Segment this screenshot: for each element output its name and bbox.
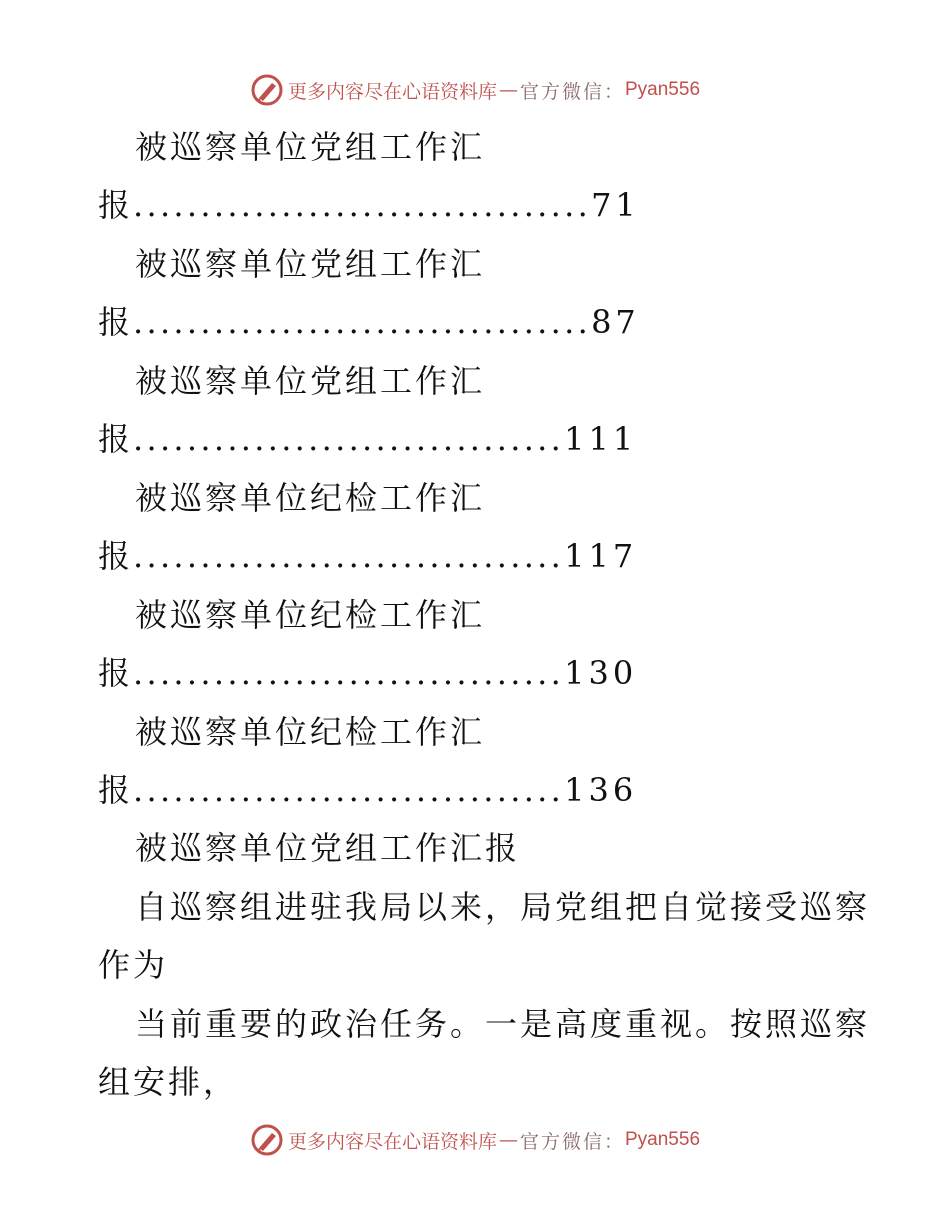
watermark-id: Pyan556 bbox=[625, 79, 701, 100]
body-paragraph-line: 组安排， bbox=[98, 1063, 239, 1101]
watermark-footer bbox=[0, 1120, 950, 1160]
toc-leader: ................................ bbox=[133, 420, 565, 458]
toc-entry-line bbox=[98, 770, 637, 810]
toc-entry-cont: 报 bbox=[98, 420, 134, 458]
toc-entry-title: 被巡察单位纪检工作汇 bbox=[135, 596, 486, 634]
watermark-sub-text: 官方微信： bbox=[519, 80, 625, 103]
toc-entry-title: 被巡察单位纪检工作汇 bbox=[135, 713, 486, 751]
watermark-main-text: 更多内容尽在心语资料库 bbox=[287, 80, 497, 103]
watermark-dash: — bbox=[498, 79, 518, 101]
toc-page-number: 136 bbox=[564, 771, 638, 809]
pen-logo-icon bbox=[250, 1123, 284, 1157]
section-heading: 被巡察单位党组工作汇报 bbox=[135, 829, 521, 867]
toc-leader: ................................ bbox=[133, 771, 565, 809]
toc-entry-line bbox=[98, 185, 640, 225]
watermark-dash: — bbox=[498, 1129, 518, 1151]
toc-entry-cont: 报 bbox=[98, 654, 134, 692]
watermark-main-text: 更多内容尽在心语资料库 bbox=[287, 1130, 497, 1153]
toc-page-number: 117 bbox=[564, 537, 638, 575]
toc-leader: .................................. bbox=[133, 303, 592, 341]
body-paragraph-line: 作为 bbox=[98, 946, 169, 984]
toc-entry-cont: 报 bbox=[98, 537, 134, 575]
toc-entry-title: 被巡察单位党组工作汇 bbox=[135, 362, 486, 400]
watermark-header bbox=[0, 70, 950, 110]
toc-entry-cont: 报 bbox=[98, 771, 134, 809]
body-paragraph-line: 当前重要的政治任务。一是高度重视。按照巡察 bbox=[135, 1005, 871, 1043]
toc-entry-line bbox=[98, 302, 640, 342]
toc-page-number: 71 bbox=[591, 186, 640, 224]
toc-leader: .................................. bbox=[133, 186, 592, 224]
toc-page-number: 111 bbox=[564, 420, 638, 458]
toc-page-number: 130 bbox=[564, 654, 638, 692]
toc-entry-title: 被巡察单位党组工作汇 bbox=[135, 128, 486, 166]
toc-entry-line bbox=[98, 536, 637, 576]
toc-leader: ................................ bbox=[133, 654, 565, 692]
toc-entry-cont: 报 bbox=[98, 186, 134, 224]
body-paragraph-line: 自巡察组进驻我局以来，局党组把自觉接受巡察 bbox=[135, 888, 871, 926]
toc-entry-line bbox=[98, 419, 637, 459]
watermark-sub-text: 官方微信： bbox=[519, 1130, 625, 1153]
watermark-id: Pyan556 bbox=[625, 1129, 701, 1150]
toc-entry-title: 被巡察单位纪检工作汇 bbox=[135, 479, 486, 517]
toc-page-number: 87 bbox=[591, 303, 640, 341]
toc-entry-line bbox=[98, 653, 637, 693]
toc-entry-title: 被巡察单位党组工作汇 bbox=[135, 245, 486, 283]
pen-logo-icon bbox=[250, 73, 284, 107]
toc-leader: ................................ bbox=[133, 537, 565, 575]
toc-entry-cont: 报 bbox=[98, 303, 134, 341]
